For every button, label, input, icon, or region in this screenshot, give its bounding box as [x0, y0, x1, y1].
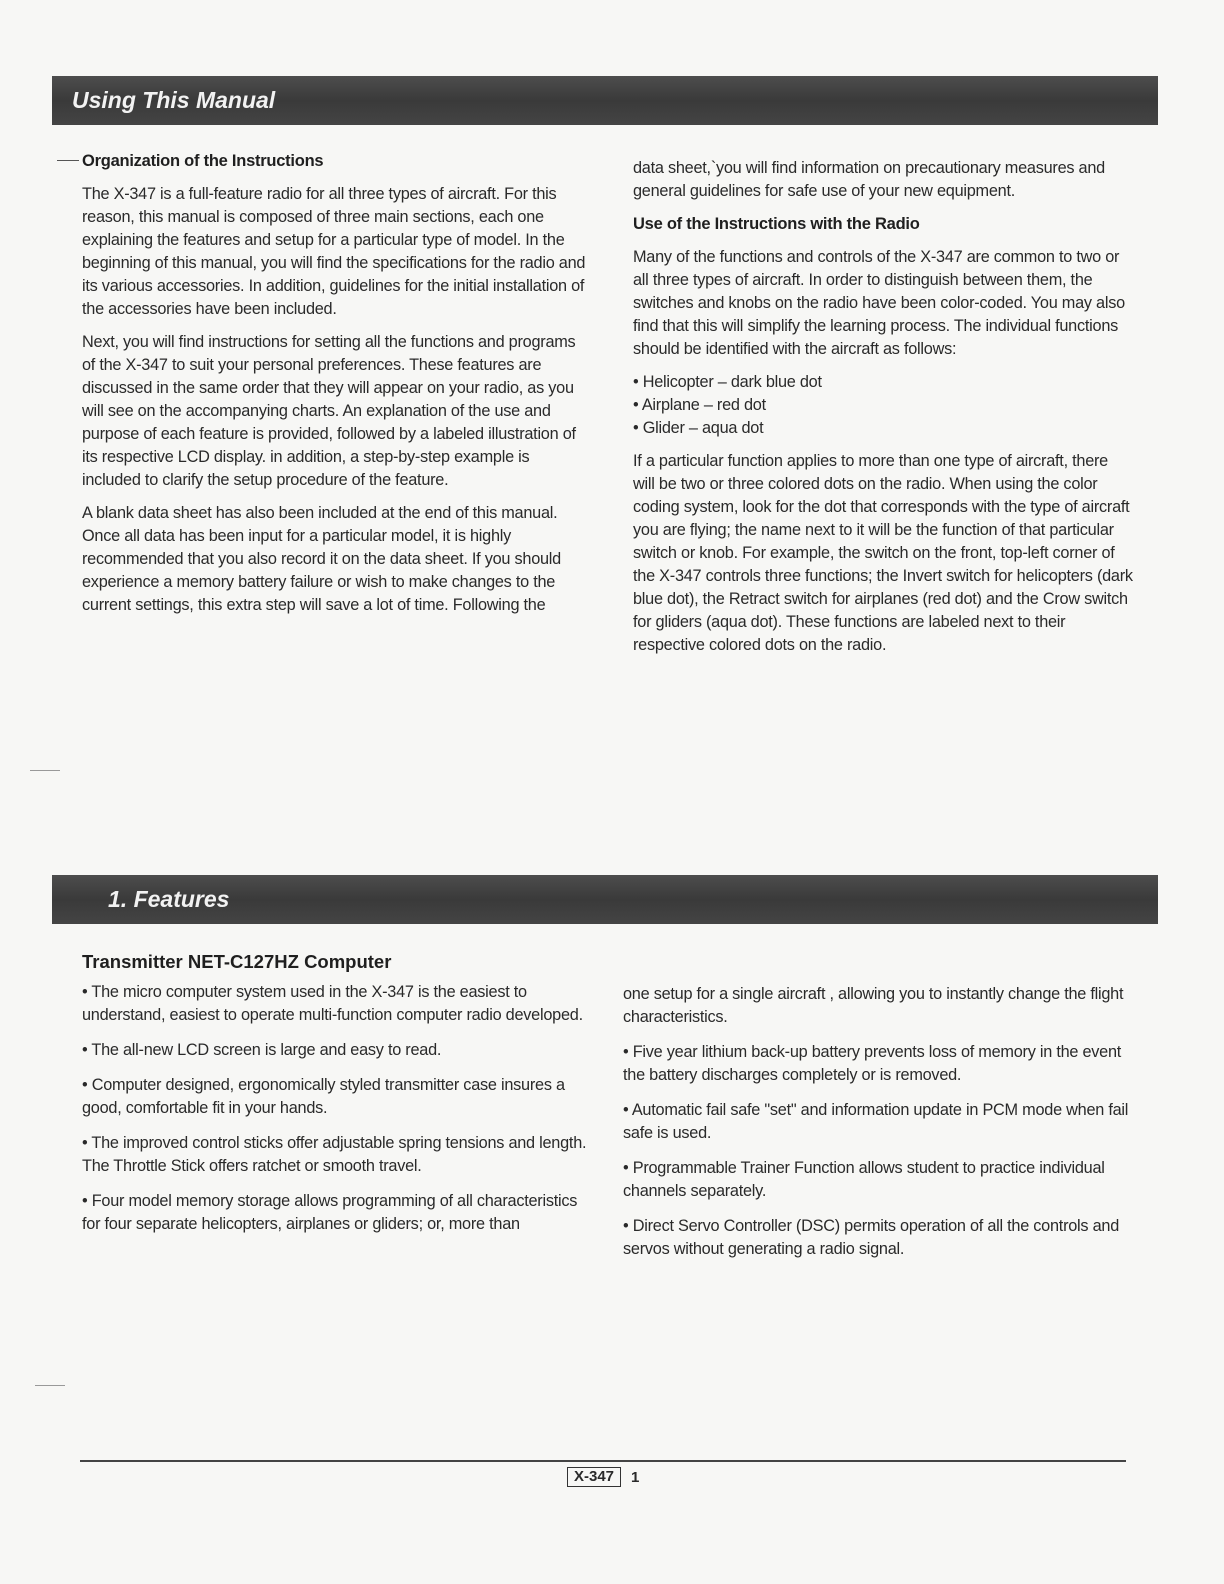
feature-item: • Programmable Trainer Function allows student to practice individual channels separately.: [623, 1159, 1105, 1200]
feature-item: • Automatic fail safe "set" and information update in PCM mode when fail safe is used.: [623, 1101, 1129, 1142]
section-title: Using This Manual: [72, 87, 276, 113]
feature-item: • The all-new LCD screen is large and easy to read.: [82, 1041, 442, 1059]
feature-item: • Direct Servo Controller (DSC) permits operation of all the controls and servos without generating a radio signal.: [623, 1217, 1119, 1258]
footer-rule: [80, 1460, 1126, 1462]
column-right-top: [633, 157, 1133, 667]
paragraph: Many of the functions and controls of the X-347 are common to two or all three types of aircraft. In order to distinguish between them, the switches and knobs on the radio have been color-coded. You may also find that this will simplify the learning process. The individual functions should be identified with the aircraft as follows:: [633, 248, 1125, 358]
margin-dash: [57, 160, 79, 161]
heading-use-instructions: Use of the Instructions with the Radio: [633, 215, 920, 233]
heading-organization: Organization of the Instructions: [82, 152, 324, 170]
column-left-top: [82, 150, 592, 627]
paragraph: data sheet,`you will find information on precautionary measures and general guidelines for safe use of your new equipment.: [633, 159, 1105, 200]
list-item: • Glider – aqua dot: [633, 419, 764, 437]
feature-item: • The micro computer system used in the X-347 is the easiest to understand, easiest to operate multi-function computer radio developed.: [82, 983, 583, 1024]
margin-mark: [30, 770, 60, 771]
footer-model-box: X-347: [567, 1467, 621, 1487]
feature-item: • Four model memory storage allows programming of all characteristics for four separate helicopters, airplanes or gliders; or, more than: [82, 1192, 578, 1233]
feature-item: • The improved control sticks offer adjustable spring tensions and length. The Throttle Stick offers ratchet or smooth travel.: [82, 1134, 587, 1175]
section-banner-using-manual: [52, 76, 1158, 125]
page-number: 1: [631, 1468, 640, 1486]
paragraph: If a particular function applies to more than one type of aircraft, there will be two or three colored dots on the radio. When using the color coding system, look for the dot that corresponds with the type of aircraft you are flying; the name next to it will be the function of that particular switch or knob. For example, the switch on the front, top-left corner of the X-347 controls three functions; the Invert switch for helicopters (dark blue dot), the Retract switch for airplanes (red dot) and the Crow switch for gliders (aqua dot). These functions are labeled next to their respective colored dots on the radio.: [633, 452, 1133, 654]
page-footer: [567, 1467, 639, 1487]
paragraph: A blank data sheet has also been included at the end of this manual. Once all data has been input for a particular model, it is highly recommended that you also record it on the data sheet. If you should experience a memory battery failure or wish to make changes to the current settings, this extra step will save a lot of time. Following the: [82, 504, 561, 614]
paragraph: Next, you will find instructions for setting all the functions and programs of the X-347 to suit your personal preferences. These features are discussed in the same order that they will appear on your radio, as you will see on the accompanying charts. An explanation of the use and purpose of each feature is provided, followed by a labeled illustration of its respective LCD display. in addition, a step-by-step example is included to clarify the setup procedure of the feature.: [82, 333, 576, 489]
column-left-bottom: [82, 950, 592, 1248]
list-item: • Airplane – red dot: [633, 396, 766, 414]
paragraph: The X-347 is a full-feature radio for all three types of aircraft. For this reason, this manual is composed of three main sections, each one explaining the features and setup for a particular type of model. In the beginning of this manual, you will find the specifications for the radio and its various accessories. In addition, guidelines for the initial installation of the accessories have been included.: [82, 185, 586, 318]
column-right-bottom: [623, 983, 1133, 1273]
section-banner-features: [52, 875, 1158, 924]
section-title: 1. Features: [108, 886, 230, 912]
aircraft-dot-list: [633, 371, 1133, 440]
margin-mark: [35, 1385, 65, 1386]
feature-item: one setup for a single aircraft , allowing you to instantly change the flight characteristics.: [623, 985, 1124, 1026]
list-item: • Helicopter – dark blue dot: [633, 373, 822, 391]
feature-item: • Computer designed, ergonomically styled transmitter case insures a good, comfortable fit in your hands.: [82, 1076, 565, 1117]
heading-transmitter: Transmitter NET-C127HZ Computer: [82, 951, 392, 972]
feature-item: • Five year lithium back-up battery prevents loss of memory in the event the battery discharges completely or is removed.: [623, 1043, 1122, 1084]
